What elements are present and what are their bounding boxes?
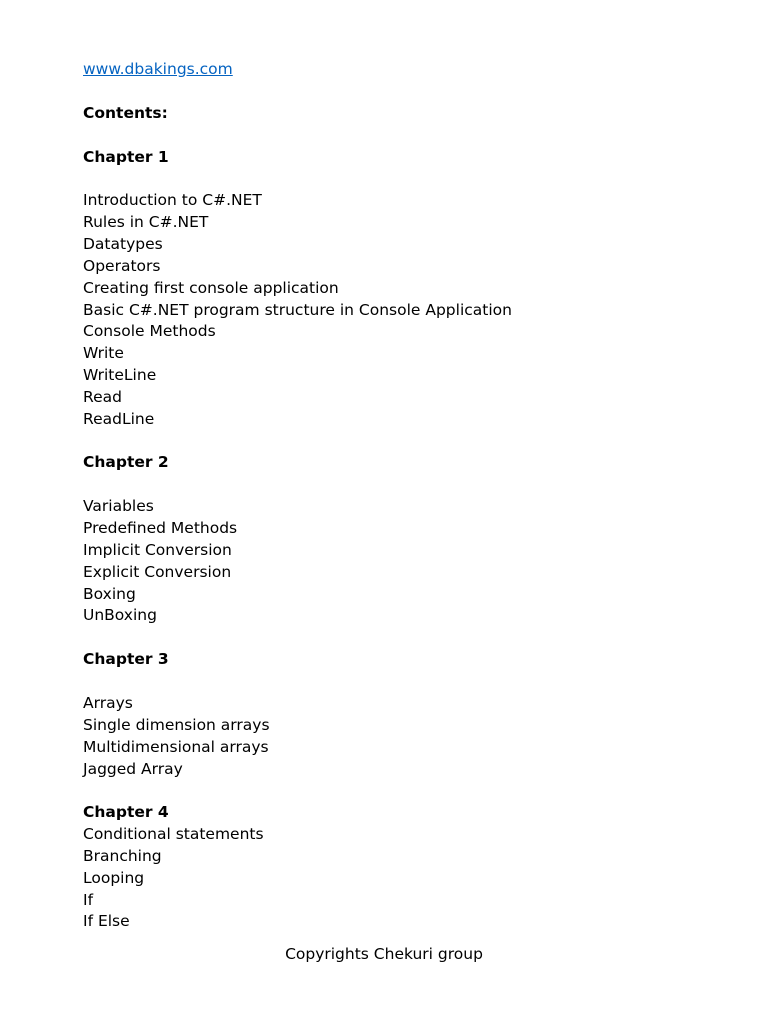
- chapter-3-heading: Chapter 3: [83, 650, 169, 668]
- copyright-text: Copyrights Chekuri group: [285, 945, 483, 963]
- list-item: Rules in C#.NET: [83, 213, 209, 231]
- website-link[interactable]: www.dbakings.com: [83, 60, 233, 78]
- list-item: Variables: [83, 497, 154, 515]
- list-item: Console Methods: [83, 322, 216, 340]
- list-item: WriteLine: [83, 366, 157, 384]
- list-item: Predefined Methods: [83, 519, 238, 537]
- list-item: If: [83, 891, 94, 909]
- chapter-2-heading: Chapter 2: [83, 453, 169, 471]
- list-item: Multidimensional arrays: [83, 738, 269, 756]
- list-item: Creating first console application: [83, 279, 339, 297]
- list-item: Boxing: [83, 585, 136, 603]
- list-item: Datatypes: [83, 235, 163, 253]
- list-item: Implicit Conversion: [83, 541, 232, 559]
- contents-heading: Contents:: [83, 104, 168, 122]
- list-item: Explicit Conversion: [83, 563, 232, 581]
- list-item: Operators: [83, 257, 161, 275]
- list-item: ReadLine: [83, 410, 155, 428]
- list-item: Write: [83, 344, 124, 362]
- chapter-4-heading: Chapter 4: [83, 803, 169, 821]
- list-item: Conditional statements: [83, 825, 264, 843]
- list-item: Looping: [83, 869, 145, 887]
- list-item: Read: [83, 388, 122, 406]
- list-item: Single dimension arrays: [83, 716, 270, 734]
- page-footer: [0, 944, 768, 964]
- list-item: Jagged Array: [83, 760, 183, 778]
- list-item: If Else: [83, 912, 130, 930]
- list-item: Basic C#.NET program structure in Console Application: [83, 301, 512, 319]
- list-item: Arrays: [83, 694, 133, 712]
- list-item: Introduction to C#.NET: [83, 191, 262, 209]
- list-item: UnBoxing: [83, 606, 157, 624]
- list-item: Branching: [83, 847, 162, 865]
- chapter-1-heading: Chapter 1: [83, 148, 169, 166]
